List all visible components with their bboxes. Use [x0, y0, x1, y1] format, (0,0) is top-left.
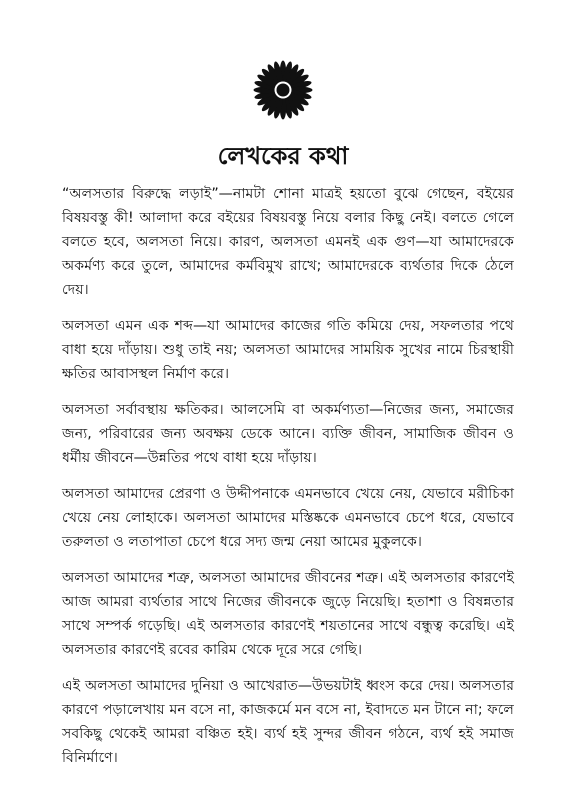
foreword-body	[62, 182, 514, 782]
paragraph-2: অলসতা এমন এক শব্দ—যা আমাদের কাজের গতি কমিয়ে দেয়, সফলতার পথে বাধা হয়ে দাঁড়ায়। শুধু তাই নয়; অলসতা আমাদের সাময়িক সুখের নামে চিরস্থায়ী ক্ষতির আবাসস্থল নির্মাণ করে।	[62, 318, 514, 382]
paragraph-3: অলসতা সর্বাবস্থায় ক্ষতিকর। আলসেমি বা অকর্মণ্যতা—নিজের জন্য, সমাজের জন্য, পরিবারের জন্য অবক্ষয় ডেকে আনে। ব্যক্তি জীবন, সামাজিক জীবন ও ধর্মীয় জীবনে—উন্নতির পথে বাধা হয়ে দাঁড়ায়।	[62, 402, 514, 466]
paragraph-4: অলসতা আমাদের প্রেরণা ও উদ্দীপনাকে এমনভাবে খেয়ে নেয়, যেভাবে মরীচিকা খেয়ে নেয় লোহাকে। অলসতা আমাদের মস্তিষ্ককে এমনভাবে চেপে ধরে, যেভাবে তরুলতা ও লতাপাতা চেপে ধরে সদ্য জন্ম নেয়া আমের মুকুলকে।	[62, 486, 514, 550]
paragraph-1: “অলসতার বিরুদ্ধে লড়াই”—নামটা শোনা মাত্রই হয়তো বুঝে গেছেন, বইয়ের বিষয়বস্তু কী! আলাদা করে বইয়ের বিষয়বস্তু নিয়ে বলার কিছু নেই। বলতে গেলে বলতে হবে, অলসতা নিয়ে। কারণ, অলসতা এমনই এক গুণ—যা আমাদেরকে অকর্মণ্য করে তুলে, আমাদের কর্মবিমুখ রাখে; আমাদেরকে ব্যর্থতার দিকে ঠেলে দেয়।	[62, 186, 514, 298]
page-title: লেখকের কথা	[217, 142, 349, 170]
paragraph-6: এই অলসতা আমাদের দুনিয়া ও আখেরাত—উভয়টাই ধ্বংস করে দেয়। অলসতার কারণে পড়ালেখায় মন বসে না, কাজকর্মে মন বসে না, ইবাদতে মন টানে না; ফলে সবকিছু থেকেই আমরা বঞ্চিত হই। ব্যর্থ হই সুন্দর জীবন গঠনে, ব্যর্থ হই সমাজ বিনির্মাণে।	[62, 678, 514, 766]
paragraph-5: অলসতা আমাদের শত্রু, অলসতা আমাদের জীবনের শত্রু। এই অলসতার কারণেই আজ আমরা ব্যর্থতার সাথে নিজের জীবনকে জুড়ে নিয়েছি। হতাশা ও বিষন্নতার সাথে সম্পর্ক গড়েছি। এই অলসতার কারণেই শয়তানের সাথে বন্ধুত্ব করেছি। এই অলসতার কারণেই রবের কারিম থেকে দূরে সরে গেছি।	[62, 570, 514, 658]
flower-ornament-icon	[253, 60, 313, 120]
